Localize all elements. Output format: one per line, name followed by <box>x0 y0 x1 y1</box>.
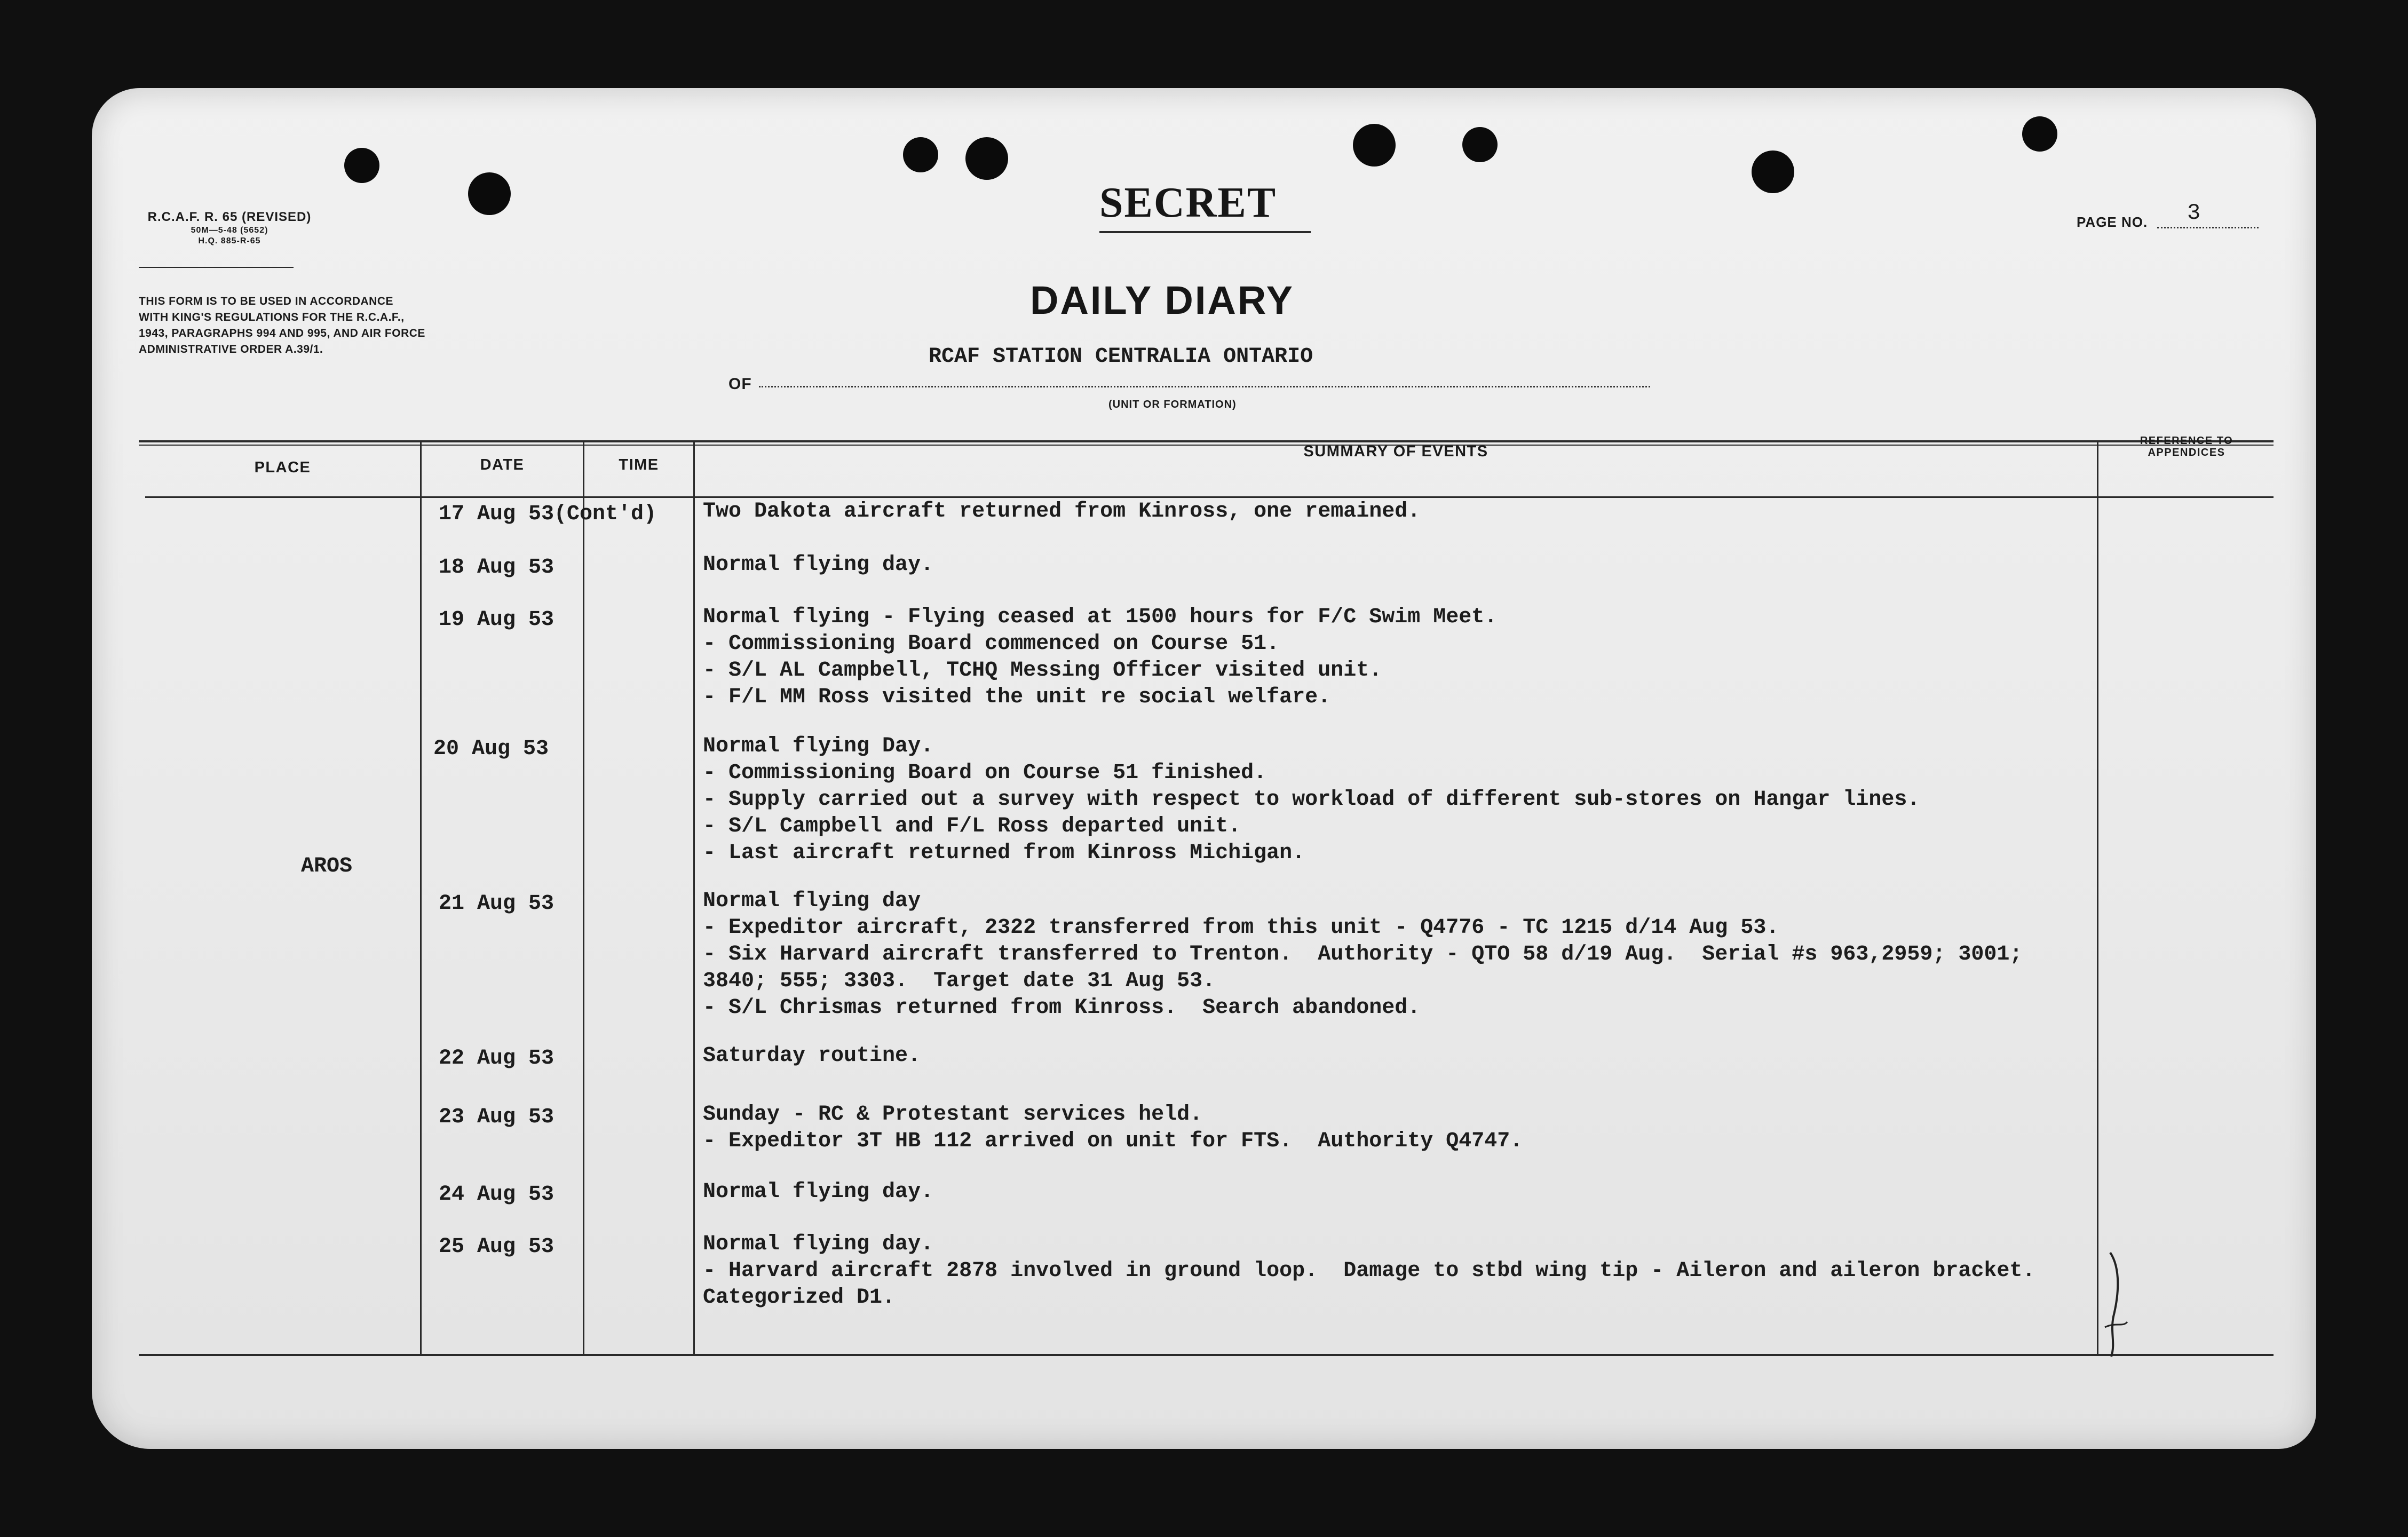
entry-line: Sunday - RC & Protestant services held. <box>703 1103 1203 1127</box>
entry-line: Normal flying Day. <box>703 734 934 758</box>
reference-header-line: APPENDICES <box>2148 447 2225 458</box>
form-code-line: R.C.A.F. R. 65 (REVISED) <box>147 210 312 224</box>
unit-of-label: OF <box>728 375 752 393</box>
entry-line: 3840; 555; 3303. Target date 31 Aug 53. <box>703 969 1216 993</box>
notice-line: WITH KING'S REGULATIONS FOR THE R.C.A.F., <box>139 311 405 323</box>
punch-hole <box>903 137 938 172</box>
entry-date: 20 Aug 53 <box>433 737 549 761</box>
column-divider-time <box>693 440 695 1356</box>
entry-line: Normal flying day. <box>703 553 934 577</box>
column-header-summary: SUMMARY OF EVENTS <box>1303 443 1488 460</box>
entry-line: - S/L Chrismas returned from Kinross. Search abandoned. <box>703 996 1421 1020</box>
entry-line: - Supply carried out a survey with respect to workload of different sub-stores on Hangar lines. <box>703 788 1920 812</box>
page-number-label: PAGE NO. <box>2077 214 2148 230</box>
entry-line: - Expeditor 3T HB 112 arrived on unit for FTS. Authority Q4747. <box>703 1129 1523 1153</box>
table-header-rule <box>145 496 2274 498</box>
form-code-line: 50M—5-48 (5652) <box>191 226 268 235</box>
column-header-place: PLACE <box>254 459 311 476</box>
entry-line: - F/L MM Ross visited the unit re social welfare. <box>703 685 1331 709</box>
entry-line: - Commissioning Board commenced on Course 51. <box>703 632 1280 656</box>
table-top-rule <box>139 440 2274 442</box>
punch-hole <box>344 148 379 183</box>
diary-sheet <box>92 88 2316 1449</box>
page-number: 3 <box>2187 200 2201 226</box>
entry-line: - Last aircraft returned from Kinross Michigan. <box>703 841 1305 865</box>
entry-line: Two Dakota aircraft returned from Kinross, one remained. <box>703 500 1421 524</box>
entry-line: - S/L AL Campbell, TCHQ Messing Officer visited unit. <box>703 659 1382 683</box>
punch-hole <box>2022 116 2057 152</box>
column-divider-date <box>583 440 584 1356</box>
unit-name: RCAF STATION CENTRALIA ONTARIO <box>929 345 1313 369</box>
punch-hole <box>1353 124 1396 167</box>
punch-hole <box>1752 150 1794 193</box>
unit-line <box>759 386 1650 387</box>
column-header-date: DATE <box>480 456 525 473</box>
entry-line: - Six Harvard aircraft transferred to Trenton. Authority - QTO 58 d/19 Aug. Serial #s 963,2959; 3001; <box>703 942 2023 966</box>
regulation-notice <box>139 294 425 358</box>
punch-hole <box>965 137 1008 180</box>
column-header-reference <box>2098 435 2275 458</box>
column-header-time: TIME <box>619 456 659 473</box>
entry-date: 24 Aug 53 <box>439 1183 555 1207</box>
entry-date: 18 Aug 53 <box>439 556 555 580</box>
form-code <box>139 210 320 246</box>
entry-date: 17 Aug 53(Cont'd) <box>439 502 657 526</box>
classification-underline <box>1099 231 1311 233</box>
unit-caption: (UNIT OR FORMATION) <box>1108 399 1237 410</box>
reference-header-line: REFERENCE TO <box>2140 435 2233 447</box>
entry-date: 21 Aug 53 <box>439 892 555 916</box>
page-number-line <box>2157 227 2259 228</box>
entry-line: - Expeditor aircraft, 2322 transferred from this unit - Q4776 - TC 1215 d/14 Aug 53. <box>703 916 1779 940</box>
table-bottom-rule <box>139 1354 2274 1356</box>
punch-hole <box>1462 127 1498 162</box>
punch-hole <box>468 172 511 215</box>
entry-date: 22 Aug 53 <box>439 1047 555 1071</box>
place-entry: AROS <box>301 854 353 878</box>
entry-date: 19 Aug 53 <box>439 608 555 632</box>
entry-line: Normal flying day <box>703 889 921 913</box>
entry-date: 23 Aug 53 <box>439 1105 555 1129</box>
form-title: DAILY DIARY <box>1030 278 1294 322</box>
entry-line: Saturday routine. <box>703 1044 921 1068</box>
entry-line: - Harvard aircraft 2878 involved in ground loop. Damage to stbd wing tip - Aileron and aileron bracket. <box>703 1259 2035 1283</box>
notice-line: 1943, PARAGRAPHS 994 AND 995, AND AIR FORCE <box>139 327 425 339</box>
initials-mark <box>2100 1247 2132 1359</box>
entry-date: 25 Aug 53 <box>439 1235 555 1259</box>
form-code-line: H.Q. 885-R-65 <box>198 236 261 245</box>
header-rule <box>139 267 294 268</box>
notice-line: ADMINISTRATIVE ORDER A.39/1. <box>139 343 323 355</box>
entry-line: Normal flying - Flying ceased at 1500 hours for F/C Swim Meet. <box>703 605 1498 629</box>
entry-line: Normal flying day. <box>703 1232 934 1256</box>
notice-line: THIS FORM IS TO BE USED IN ACCORDANCE <box>139 295 394 307</box>
entry-line: Categorized D1. <box>703 1286 896 1310</box>
entry-line: - S/L Campbell and F/L Ross departed unit. <box>703 814 1241 838</box>
entry-line: - Commissioning Board on Course 51 finished. <box>703 761 1267 785</box>
column-divider-summary <box>2097 440 2098 1356</box>
entry-line: Normal flying day. <box>703 1180 934 1204</box>
column-divider-place <box>420 440 422 1356</box>
classification-stamp: SECRET <box>1099 179 1277 226</box>
